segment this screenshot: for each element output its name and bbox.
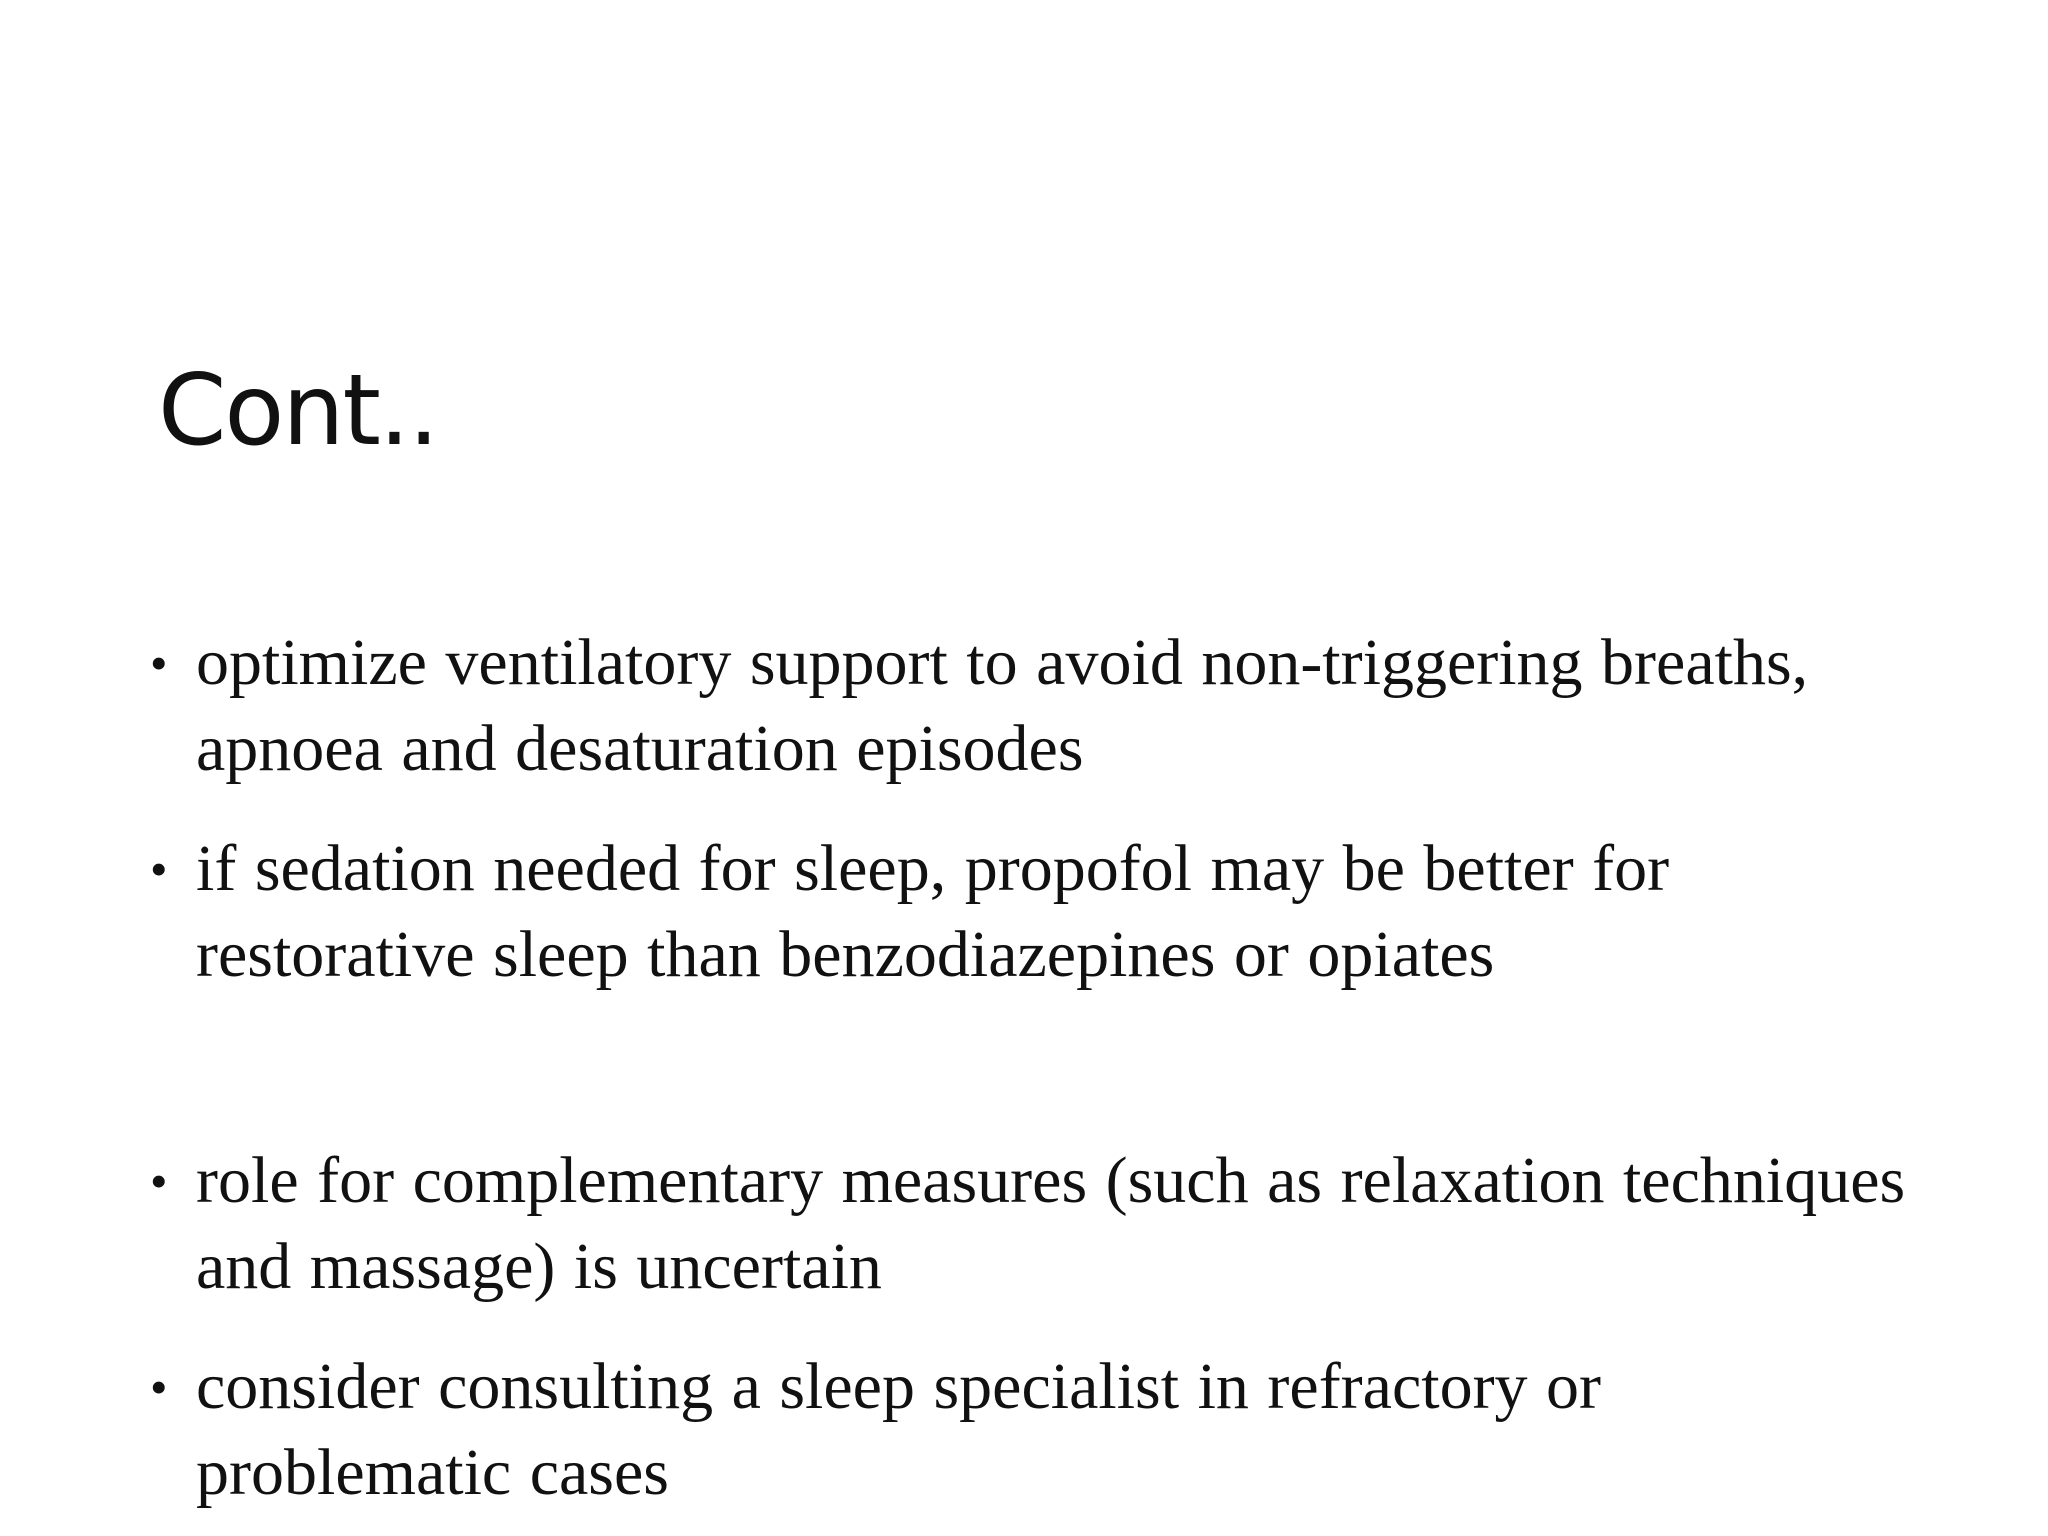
slide-title: Cont.. <box>158 354 438 468</box>
bullet-icon: • <box>150 635 168 691</box>
bullet-item <box>150 1138 1910 1310</box>
bullet-icon: • <box>150 841 168 897</box>
bullet-icon: • <box>150 1359 168 1415</box>
bullet-text: role for complementary measures (such as relaxation techniques and massage) is uncertain <box>196 1144 1906 1303</box>
bullet-item <box>150 1344 1910 1516</box>
bullet-item <box>150 620 1910 792</box>
bullet-text: optimize ventilatory support to avoid non-triggering breaths, apnoea and desaturation episodes <box>196 626 1809 785</box>
bullet-text: if sedation needed for sleep, propofol may be better for restorative sleep than benzodiazepines or opiates <box>196 832 1670 991</box>
bullet-icon: • <box>150 1153 168 1209</box>
bullet-item <box>150 826 1910 998</box>
bullet-text: consider consulting a sleep specialist in refractory or problematic cases <box>196 1350 1602 1509</box>
